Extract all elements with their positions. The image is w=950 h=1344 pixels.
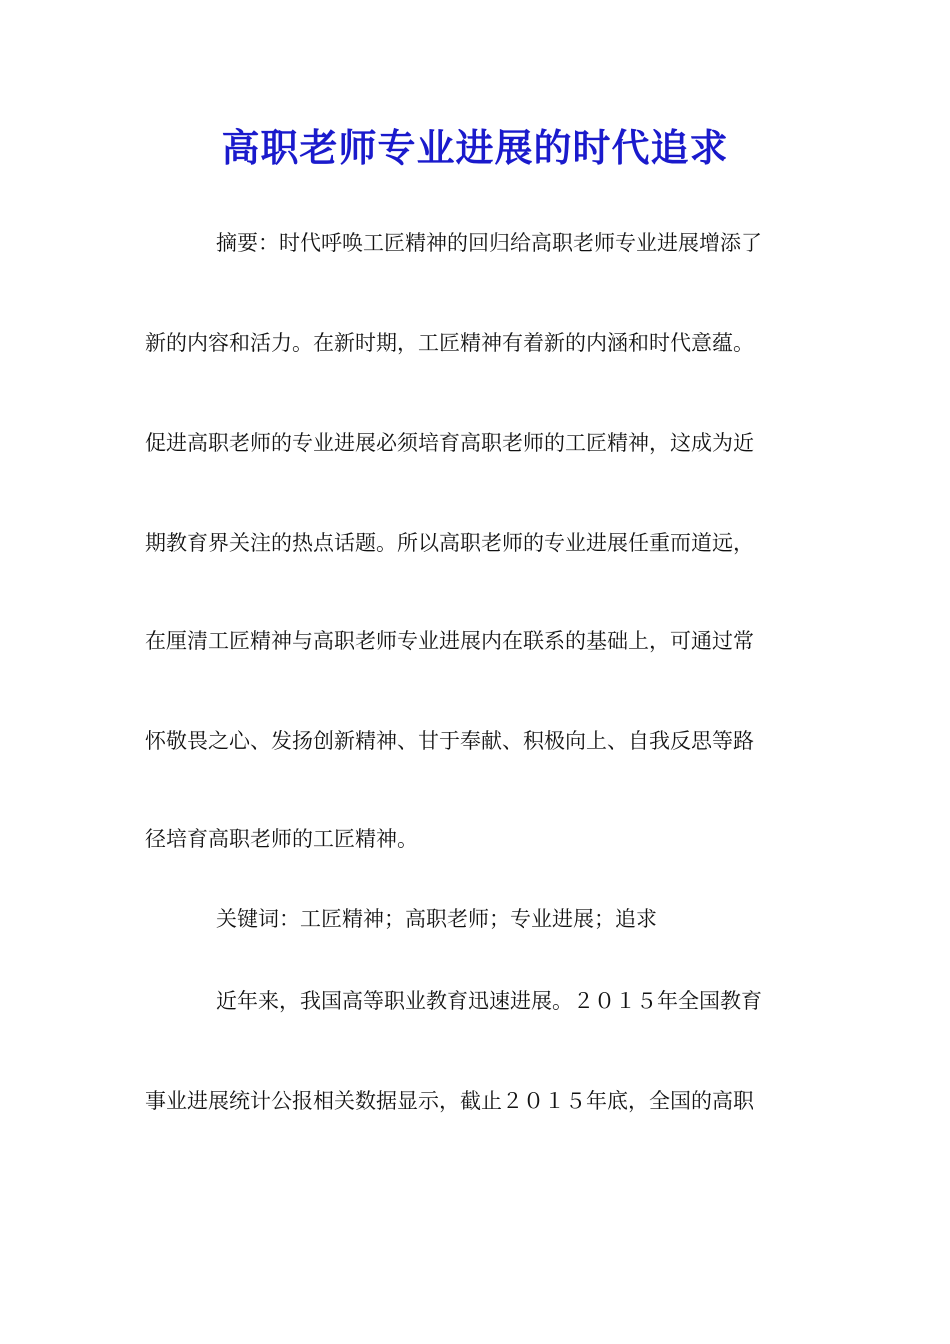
abstract-line-5: 在厘清工匠精神与高职老师专业进展内在联系的基础上，可通过常 <box>145 629 754 653</box>
abstract-line-1: 摘要：时代呼唤工匠精神的回归给高职老师专业进展增添了 <box>216 231 762 255</box>
body-line-2: 事业进展统计公报相关数据显示，截止２０１５年底，全国的高职 <box>145 1089 754 1113</box>
document-title: 高职老师专业进展的时代追求 <box>221 125 729 170</box>
body-line-1: 近年来，我国高等职业教育迅速进展。２０１５年全国教育 <box>216 989 762 1013</box>
abstract-line-2: 新的内容和活力。在新时期，工匠精神有着新的内涵和时代意蕴。 <box>145 331 754 355</box>
abstract-line-7: 径培育高职老师的工匠精神。 <box>145 827 418 851</box>
keywords-line: 关键词：工匠精神；高职老师；专业进展；追求 <box>216 907 657 931</box>
abstract-line-4: 期教育界关注的热点话题。所以高职老师的专业进展任重而道远， <box>145 531 754 555</box>
abstract-line-6: 怀敬畏之心、发扬创新精神、甘于奉献、积极向上、自我反思等路 <box>145 729 754 753</box>
abstract-line-3: 促进高职老师的专业进展必须培育高职老师的工匠精神，这成为近 <box>145 431 754 455</box>
